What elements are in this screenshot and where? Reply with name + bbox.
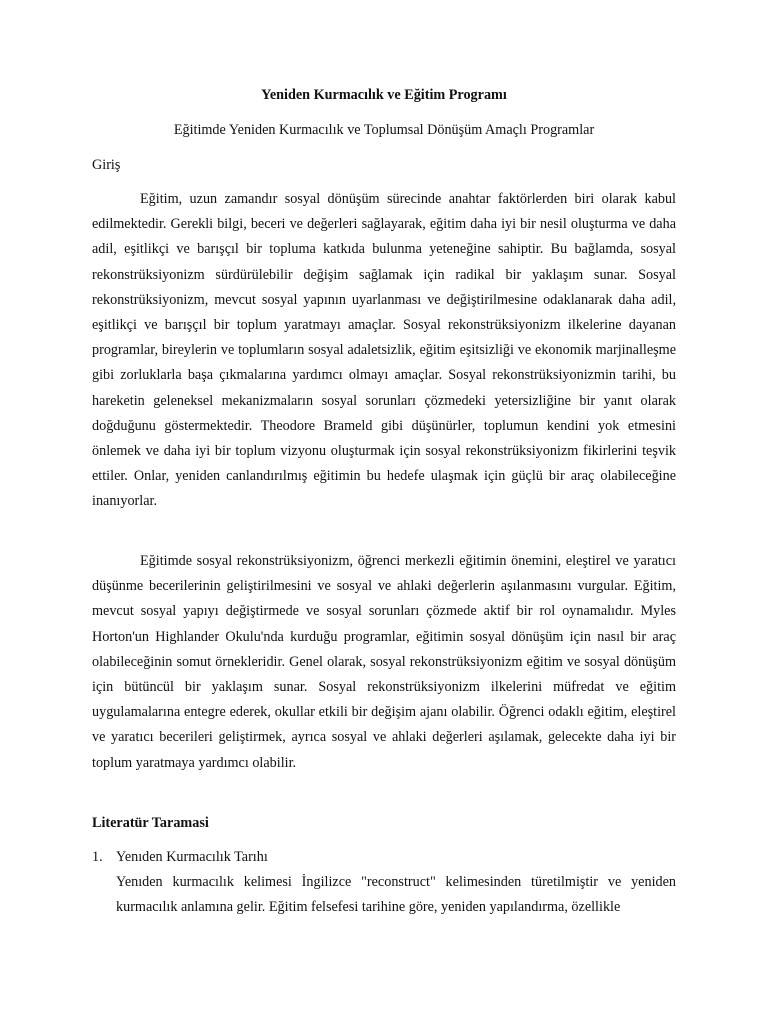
paragraph-2-text: Eğitimde sosyal rekonstrüksiyonizm, öğrenci merkezli eğitimin önemini, eleştirel ve yaratıcı düşünme becerilerinin geliştirilmesini ve sosyal ve ahlaki değerlerin aşılanmasını vurgular. Eğitim, mevcut sosyal yapıyı değiştirmede ve sosyal sorunları çözmede aktif bir rol oynamalıdır. Myles Horton'un Highlander Okulu'nda kurduğu programlar, eğitimin sosyal dönüşüm için nasıl bir araç olabileceğinin somut örnekleridir. Genel olarak, sosyal rekonstrüksiyonizm eğitim ve sosyal dönüşüm için bütüncül bir yaklaşım sunar. Sosyal rekonstrüksiyonizm ilkelerini müfredat ve eğitim uygulamalarına entegre ederek, okullar etkili bir değişim ajanı olabilir. Öğrenci odaklı eğitim, eleştirel ve yaratıcı becerileri geliştirmek, ayrıca sosyal ve ahlaki değerleri aşılamak, gelecekte daha iyi bir toplum yaratmaya yardımcı olabilir. bbox=[92, 553, 676, 771]
literature-heading: Literatür Taramasi bbox=[92, 815, 209, 831]
list-item-1-body bbox=[116, 870, 676, 920]
list-item-1-heading bbox=[92, 848, 268, 866]
list-item-number: 1. bbox=[92, 849, 103, 865]
paragraph-1 bbox=[92, 187, 676, 515]
document-subtitle: Eğitimde Yeniden Kurmacılık ve Toplumsal Dönüşüm Amaçlı Programlar bbox=[173, 122, 595, 138]
intro-heading: Giriş bbox=[92, 157, 121, 173]
list-item-1-text: Yenıden kurmacılık kelimesi İngilizce "reconstruct" kelimesinden türetilmiştir ve yeniden kurmacılık anlamına gelir. Eğitim felsefesi tarihine göre, yeniden yapılandırma, özellikle bbox=[116, 874, 676, 916]
document-title: Yeniden Kurmacılık ve Eğitim Programı bbox=[261, 87, 507, 103]
paragraph-2 bbox=[92, 549, 676, 776]
list-item-title: Yenıden Kurmacılık Tarıhı bbox=[116, 849, 268, 865]
paragraph-1-text: Eğitim, uzun zamandır sosyal dönüşüm sürecinde anahtar faktörlerden biri olarak kabul edilmektedir. Gerekli bilgi, beceri ve değerleri sağlayarak, eğitim daha iyi bir nesil oluşturma ve daha adil, eşitlikçi ve barışçıl bir topluma katkıda bulunma yeteneğine sahiptir. Bu bağlamda, sosyal rekonstrüksiyonizm sürdürülebilir değişim sağlamak için radikal bir yaklaşım sunar. Sosyal rekonstrüksiyonizm, mevcut sosyal yapının uyarlanması ve değiştirilmesine odaklanarak daha adil, eşitlikçi ve barışçıl bir toplum yaratmayı amaçlar. Sosyal rekonstrüksiyonizm ilkelerine dayanan programlar, bireylerin ve toplumların sosyal adaletsizlik, eğitim eşitsizliği ve ekonomik marjinalleşme gibi zorluklarla başa çıkmalarına yardımcı olmayı amaçlar. Sosyal rekonstrüksiyonizmin tarihi, bu hareketin geleneksel mekanizmaların sosyal sorunları çözmedeki yetersizliğine bir yanıt olarak doğduğunu göstermektedir. Theodore Brameld gibi düşünürler, toplumun kendini yok etmesini önlemek ve daha iyi bir toplum vizyonu oluşturmak için sosyal rekonstrüksiyonizm fikirlerini teşvik ettiler. Onlar, yeniden canlandırılmış eğitimin bu hedefe ulaşmak için güçlü bir araç olabileceğine inanıyorlar. bbox=[92, 191, 676, 510]
